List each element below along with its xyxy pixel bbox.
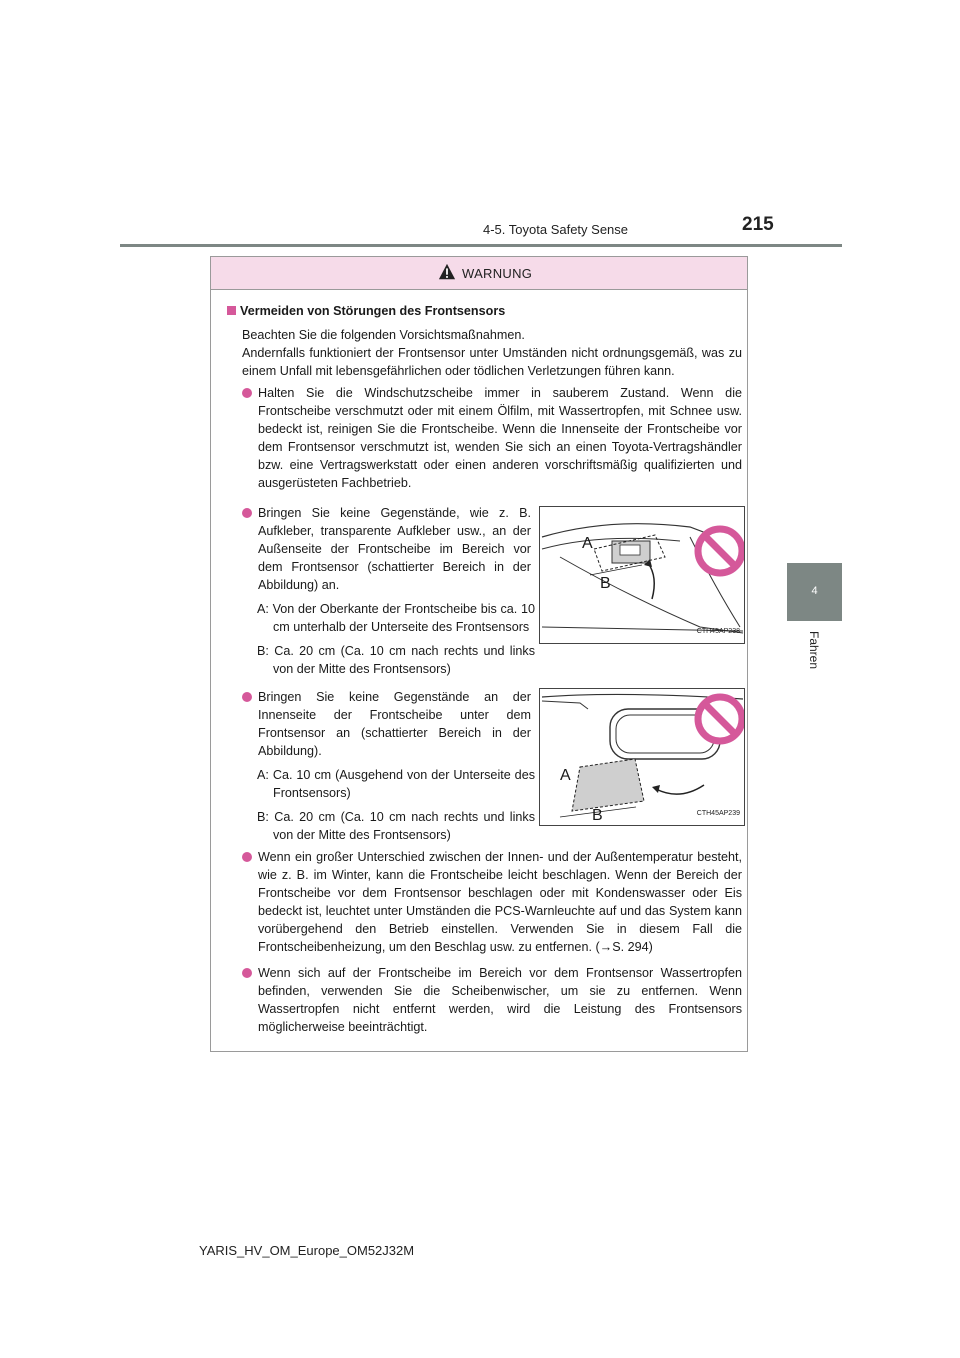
intro-line-2: Andernfalls funktioniert der Frontsensor unter Umständen nicht ordnungsgemäß, was zu einem Unfall mit lebensgefährlichen oder tödlichen Verletzungen führen kann.: [242, 346, 742, 378]
bullet-temperature-fogging: [227, 848, 742, 956]
bullet-outside-a: A: Von der Oberkante der Frontscheibe bis ca. 10 cm unterhalb der Unterseite des Frontsensors: [257, 602, 535, 634]
round-bullet-icon: [242, 968, 252, 978]
chapter-tab[interactable]: [787, 563, 842, 621]
round-bullet-icon: [242, 852, 252, 862]
bullet-text: Halten Sie die Windschutzscheibe immer in sauberem Zustand. Wenn die Frontscheibe verschmutzt oder mit einem Ölfilm, mit Wassertropfen, mit Schnee usw. bedeckt ist, reinigen Sie die Frontscheibe. Wenn die Innenseite der Frontscheibe vor dem Frontsensor verschmutzt ist, wenden Sie sich an einen Toyota-Vertragshändler bzw. eine Vertragswerkstatt oder einen anderen vorschriftsmäßig qualifizierten und ausgerüsteten Fachbetrieb.: [258, 386, 742, 490]
figure-label-b: B: [592, 807, 603, 824]
bullet-text: Bringen Sie keine Gegenstände an der Innenseite der Frontscheibe unter dem Frontsensor an (schattierter Bereich in der Abbildung).: [258, 690, 531, 758]
figure-label-b: B: [600, 575, 611, 592]
figure-label-a: A: [582, 535, 593, 552]
chapter-label: [789, 628, 839, 674]
header-section-title: 4-5. Toyota Safety Sense: [483, 222, 629, 237]
page-number: 215: [742, 214, 774, 235]
figure-row-outside: [227, 504, 742, 688]
warning-header: [211, 257, 747, 290]
round-bullet-icon: [242, 692, 252, 702]
bullet-inside-b: B: Ca. 20 cm (Ca. 10 cm nach rechts und links von der Mitte des Frontsensors): [257, 810, 535, 842]
figure-label-a: A: [560, 767, 571, 784]
figure-code: CTH45AP239: [696, 810, 740, 817]
bullet-clean-windshield: [227, 384, 742, 492]
warning-box: [210, 256, 748, 1052]
bullet-text: Wenn ein großer Unterschied zwischen der Innen- und der Außentemperatur besteht, wie z. B. im Winter, kann die Frontscheibe leicht beschlagen. Wenn der Bereich der Frontscheibe vor dem Frontsensor beschlagen oder mit Kondenswasser oder Eis bedeckt ist, leuchtet unter Umständen die PCS-Warnleuchte auf und das System kann vorübergehend den Betrieb einstellen. Verwenden Sie in diesem Fall die Frontscheibenheizung, um den Beschlag usw. zu entfernen. (→S. 294): [258, 850, 742, 954]
bullet-inside-a: A: Ca. 10 cm (Ausgehend von der Unterseite des Frontsensors): [257, 768, 535, 800]
figure-row-inside: [227, 688, 742, 848]
warning-triangle-icon: [438, 263, 456, 281]
bullet-text: Wenn sich auf der Frontscheibe im Bereich vor dem Frontsensor Wassertropfen befinden, verwenden Sie die Scheibenwischer, um sie zu entfernen. Wenn Wassertropfen nicht entfernt werden, wird die Leistung des Frontsensors möglicherweise beeinträchtigt.: [258, 966, 742, 1034]
bullet-inside-objects: [227, 688, 531, 760]
section-title-text: Vermeiden von Störungen des Frontsensors: [240, 304, 506, 318]
warning-content: [227, 302, 742, 1036]
figure-windshield-inside: [539, 688, 745, 826]
bullet-outside-b: B: Ca. 20 cm (Ca. 10 cm nach rechts und links von der Mitte des Frontsensors): [257, 644, 535, 676]
bullet-outside-stickers: [227, 504, 531, 594]
chapter-label-text: Fahren: [807, 630, 821, 670]
bullet-water-drops: [227, 964, 742, 1036]
section-title: [227, 302, 742, 320]
round-bullet-icon: [242, 508, 252, 518]
figure-windshield-outside: [539, 506, 745, 644]
intro-line-1: Beachten Sie die folgenden Vorsichtsmaßnahmen.: [242, 328, 525, 342]
round-bullet-icon: [242, 388, 252, 398]
bullet-text: Bringen Sie keine Gegenstände, wie z. B. Aufkleber, transparente Aufkleber usw., an der Außenseite der Frontscheibe im Bereich vor dem Frontsensor (schattierter Bereich in der Abbildung) an.: [258, 506, 531, 592]
chapter-number: 4: [811, 585, 818, 597]
warning-label: WARNUNG: [462, 266, 533, 281]
header-rule: [120, 244, 842, 247]
figure-code: CTH45AP238: [696, 628, 740, 635]
footer-model-code: YARIS_HV_OM_Europe_OM52J32M: [199, 1243, 415, 1258]
square-bullet-icon: [227, 306, 236, 315]
